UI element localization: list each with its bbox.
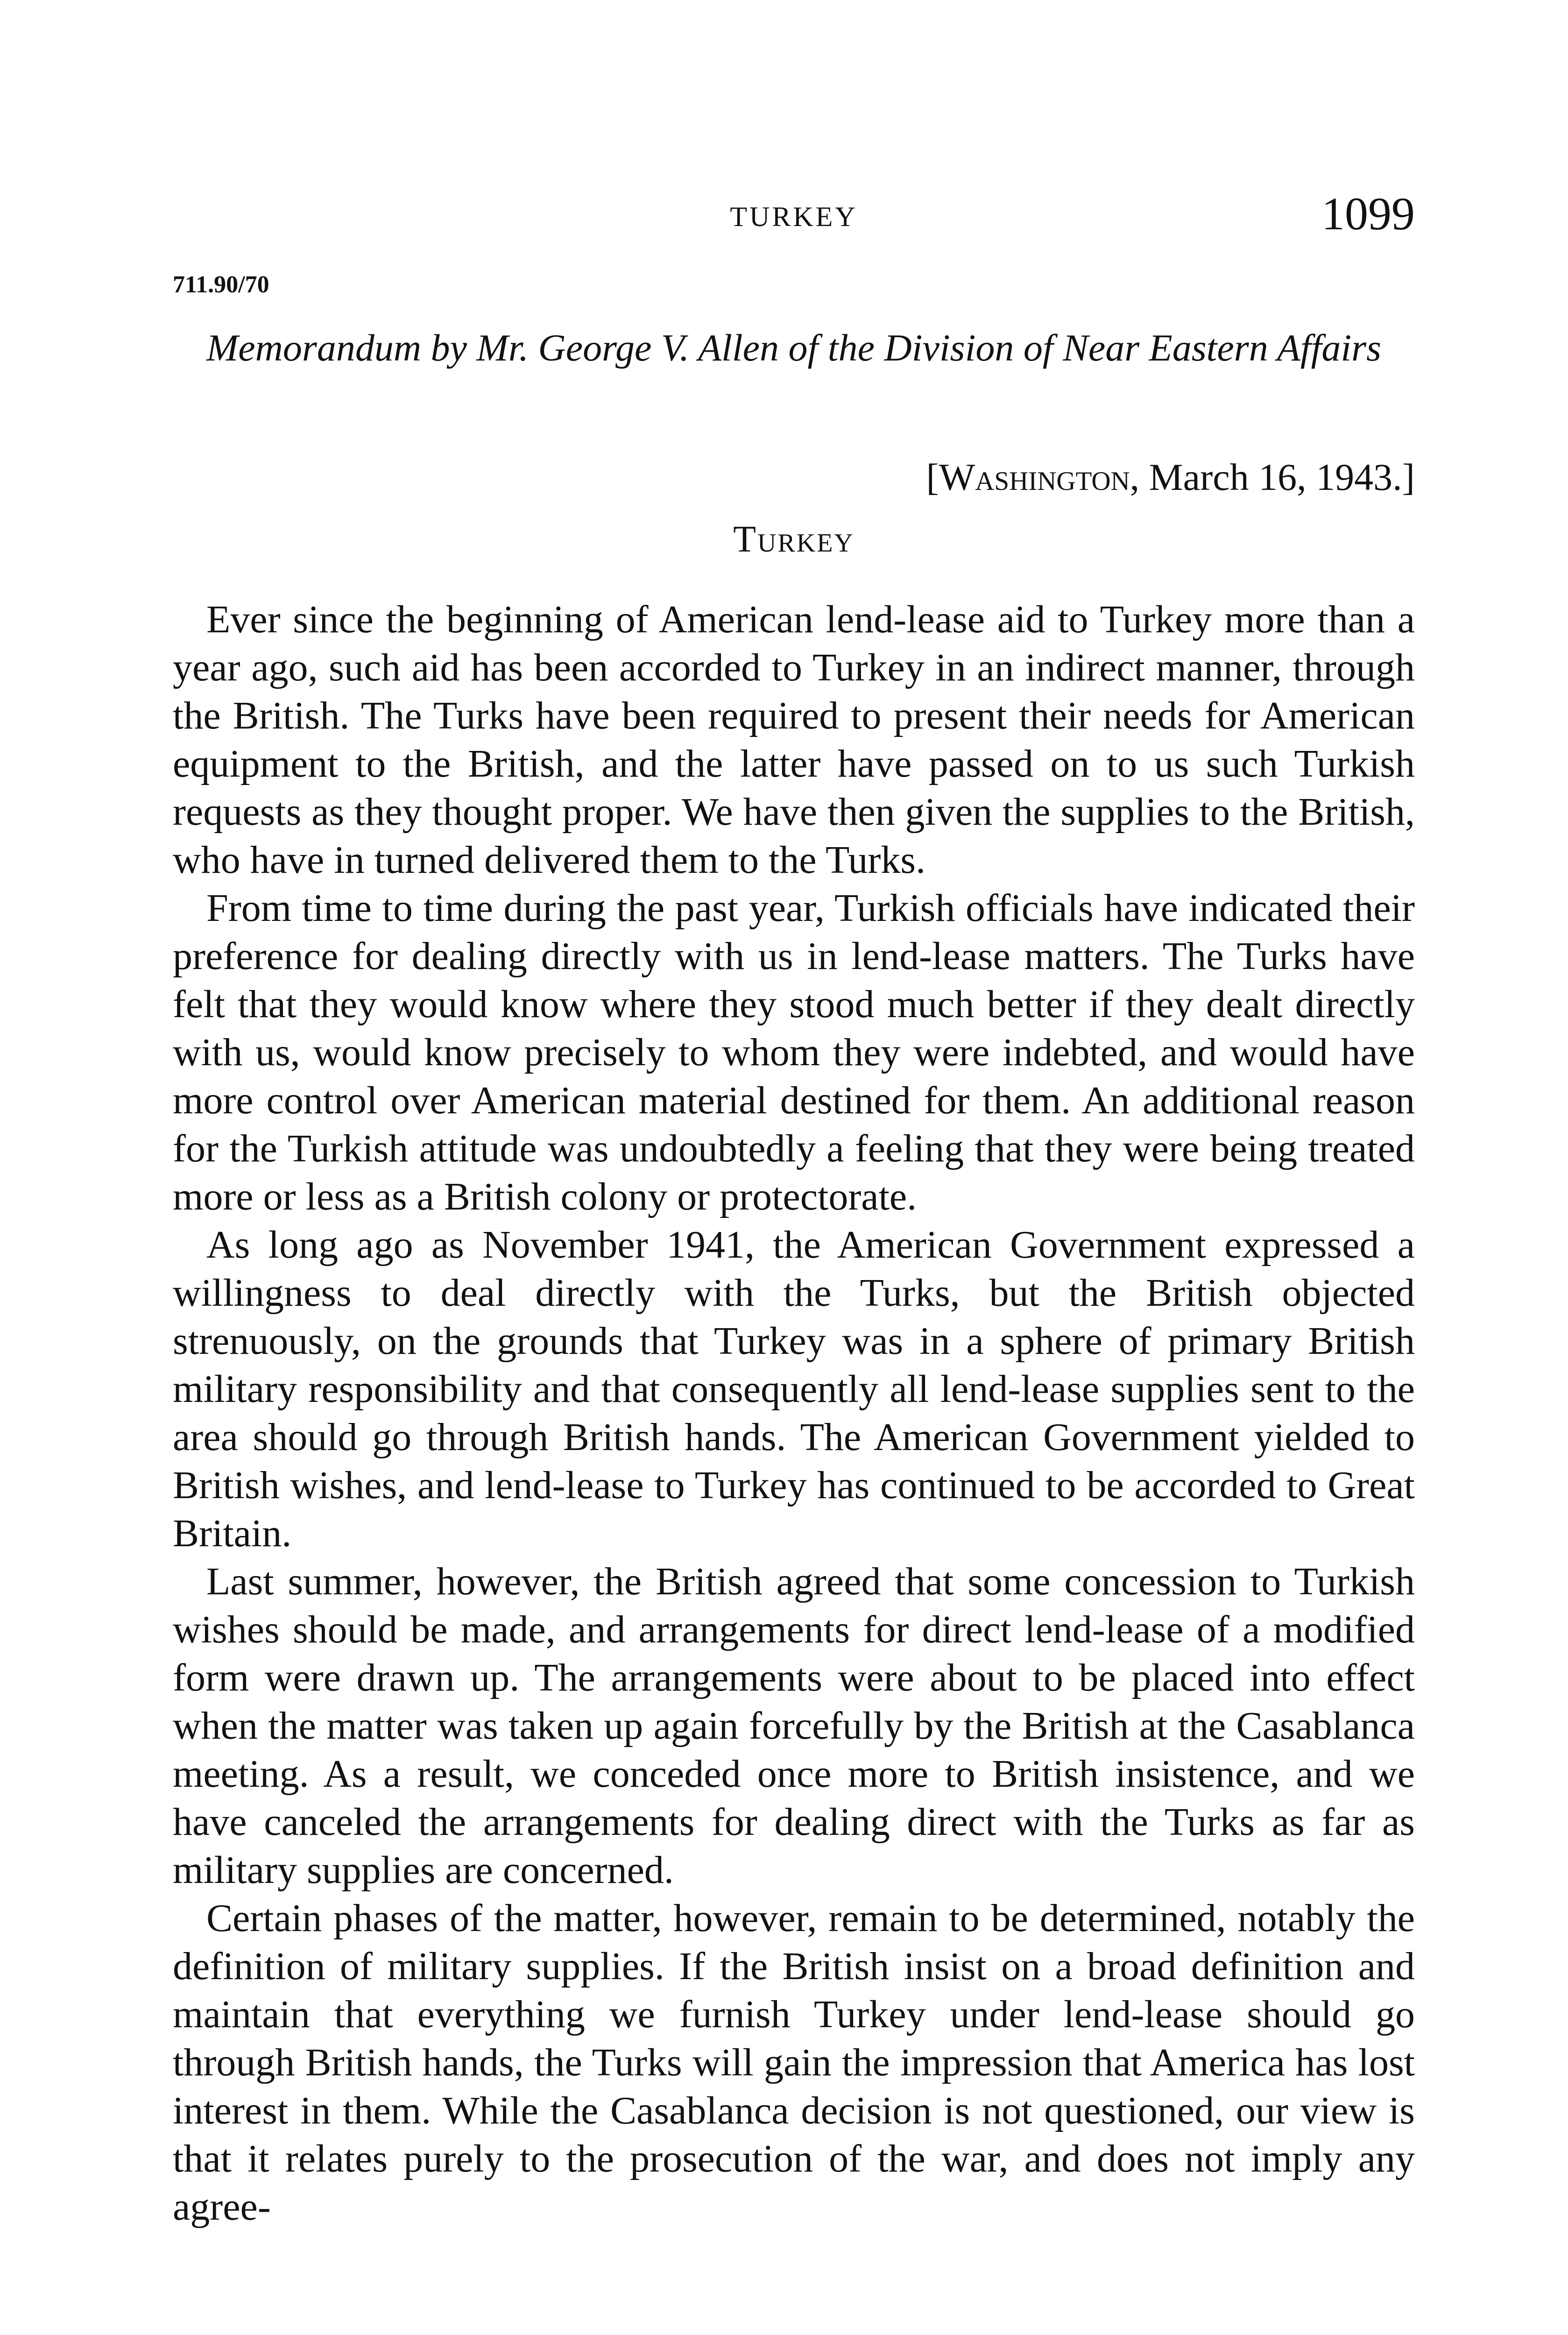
dateline-open-bracket: [	[926, 456, 939, 498]
subject-heading: Turkey	[733, 519, 855, 560]
running-title: TURKEY	[730, 201, 858, 232]
paragraph: Certain phases of the matter, however, remain to be determined, notably the definition of military supplies. If the British insist on a broad definition and maintain that everything we furnish Turkey under lend-lease should go through British hands, the Turks will gain the impression that America has lost interest in them. While the Casablanca decision is not questioned, our view is that it relates purely to the prosecution of the war, and does not imply any agree-	[173, 1896, 1415, 2229]
page-number: 1099	[1321, 188, 1415, 240]
dateline-date: , March 16, 1943.]	[1130, 456, 1415, 498]
paragraph: Ever since the beginning of American lend-lease aid to Turkey more than a year ago, such aid has been accorded to Turkey in an indirect manner, through the British. The Turks have been required to present their needs for American equipment to the British, and the latter have passed on to us such Turkish requests as they thought proper. We have then given the supplies to the British, who have in turned delivered them to the Turks.	[173, 598, 1415, 882]
file-number: 711.90/70	[173, 271, 269, 298]
paragraph: Last summer, however, the British agreed that some concession to Turkish wishes should be made, and arrangements for direct lend-lease of a modified form were drawn up. The arrangements were about to be placed into effect when the matter was taken up again forcefully by the British at the Casablanca meeting. As a result, we conceded once more to British insistence, and we have canceled the arrangements for dealing direct with the Turks as far as military supplies are concerned.	[173, 1560, 1415, 1892]
running-head	[173, 187, 1415, 243]
paragraph: As long ago as November 1941, the American Government expressed a willingness to deal directly with the Turks, but the British objected strenuously, on the grounds that Turkey was in a sphere of primary British military responsibility and that consequently all lend-lease supplies sent to the area should go through British hands. The American Government yielded to British wishes, and lend-lease to Turkey has continued to be accorded to Great Britain.	[173, 1223, 1415, 1555]
body-text	[173, 595, 1415, 2231]
dateline-place: Washington	[939, 456, 1130, 498]
paragraph: From time to time during the past year, Turkish officials have indicated their preference for dealing directly with us in lend-lease matters. The Turks have felt that they would know where they stood much better if they dealt directly with us, would know precisely to whom they were indebted, and would have more control over American material destined for them. An additional reason for the Turkish attitude was undoubtedly a feeling that they were being treated more or less as a British colony or protectorate.	[173, 886, 1415, 1218]
dateline	[926, 455, 1415, 499]
document-heading: Memorandum by Mr. George V. Allen of the Division of Near Eastern Affairs	[206, 326, 1381, 369]
